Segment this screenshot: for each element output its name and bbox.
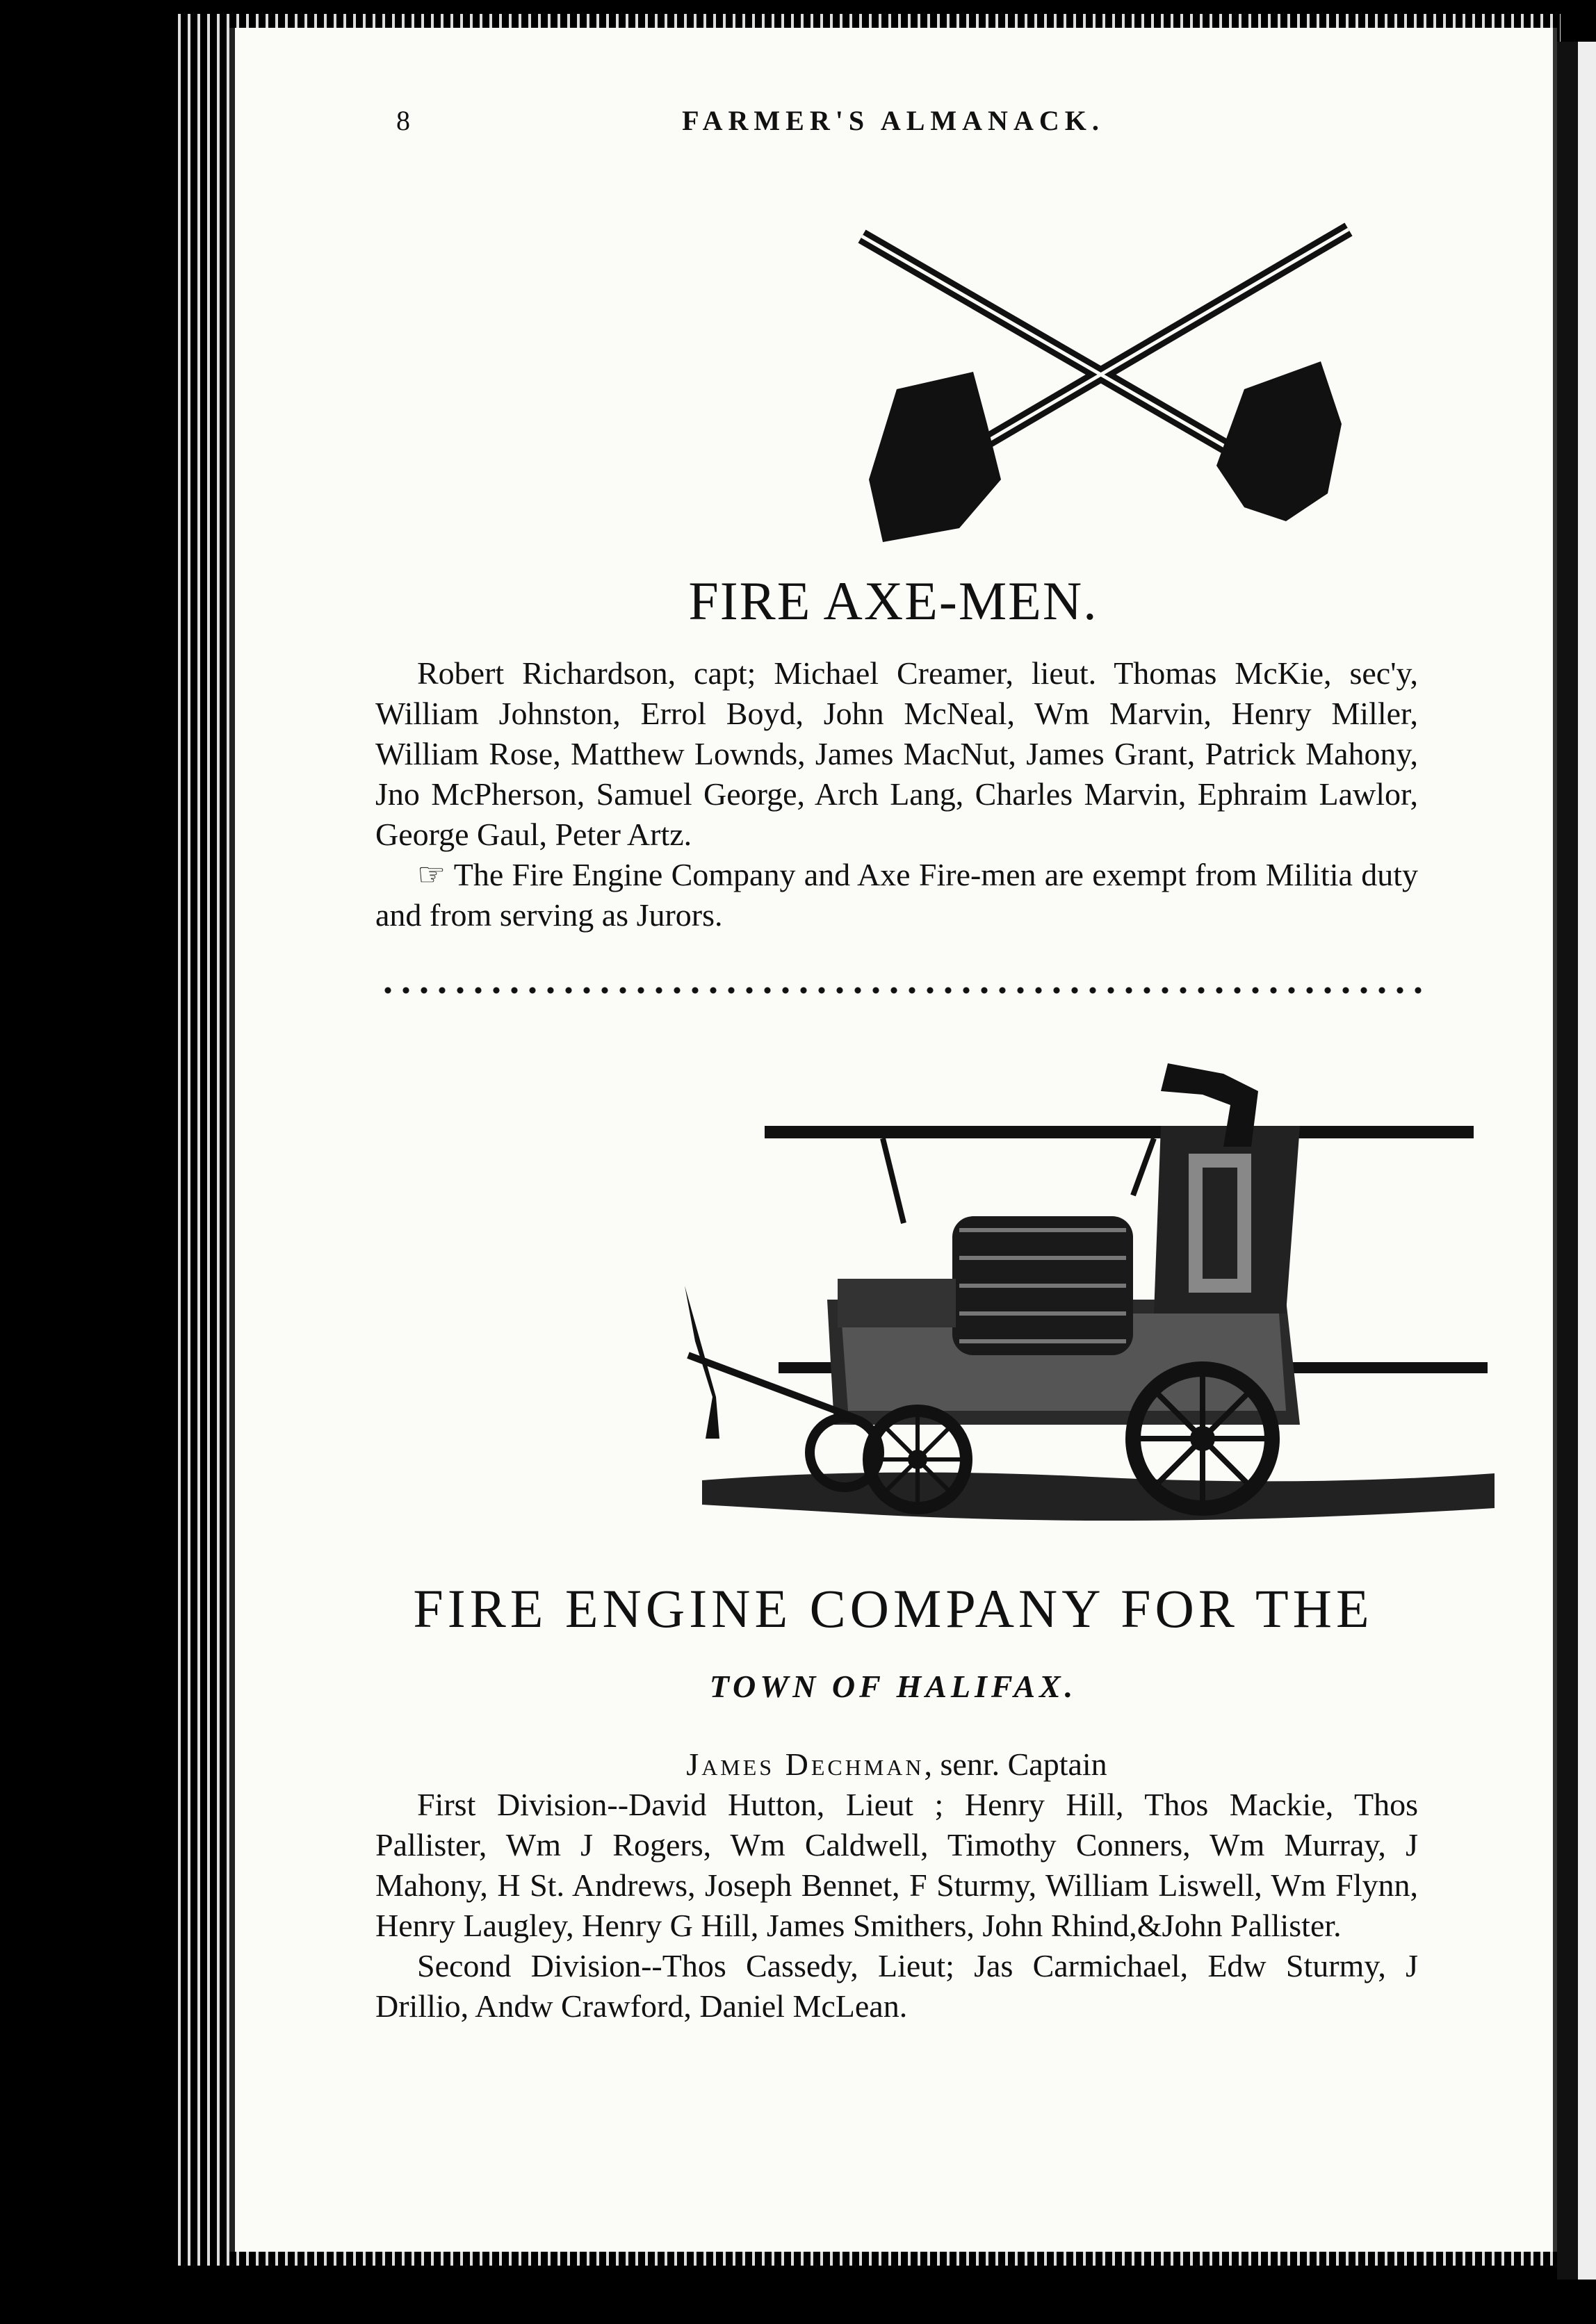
axe-men-list [375,653,1418,935]
pointing-hand-icon: ☞ [417,857,446,892]
crossed-axes-icon [841,215,1369,542]
second-division: Second Division--Thos Cassedy, Lieut; Jas Carmichael, Edw Sturmy, J Drillio, Andw Crawford, Daniel McLean. [375,1948,1418,2024]
exemption-note-text: The Fire Engine Company and Axe Fire-men are exempt from Militia duty and from serving as Jurors. [375,857,1418,933]
engine-company-subtitle: TOWN OF HALIFAX. [709,1669,1077,1704]
captain-name: James Dechman [686,1746,925,1782]
axe-men-members: Robert Richardson, capt; Michael Creamer, lieut. Thomas McKie, sec'y, William Johnston, Errol Boyd, John McNeal, Wm Marvin, Henry Miller, William Rose, Matthew Lownds, James MacNut, James Grant, Patrick Mahony, Jno McPherson, Samuel George, Arch Lang, Charles Marvin, Ephraim Lawlor, George Gaul, Peter Artz. [375,655,1418,852]
captain-line [375,1744,1418,1785]
fire-engine-icon [674,1049,1522,1578]
facing-page-edge [1557,42,1596,2280]
engine-company-list [375,1744,1418,2027]
dotted-divider [379,985,1422,995]
axe-men-title: FIRE AXE-MEN. [688,571,1098,631]
first-division: First Division--David Hutton, Lieut ; Henry Hill, Thos Mackie, Thos Pallister, Wm J Rogers, Wm Caldwell, Timothy Conners, Wm Murray, J Mahony, H St. Andrews, Joseph Bennet, F Sturmy, William Liswell, Wm Flynn, Henry Laugley, Henry G Hill, James Smithers, John Rhind,&John Pallister. [375,1787,1418,1943]
almanac-page [229,28,1557,2252]
captain-title: , senr. Captain [924,1746,1107,1782]
exemption-note [375,855,1418,935]
page-number: 8 [396,105,410,136]
running-head: FARMER'S ALMANACK. [682,105,1105,136]
engine-company-title: FIRE ENGINE COMPANY FOR THE [413,1578,1374,1639]
